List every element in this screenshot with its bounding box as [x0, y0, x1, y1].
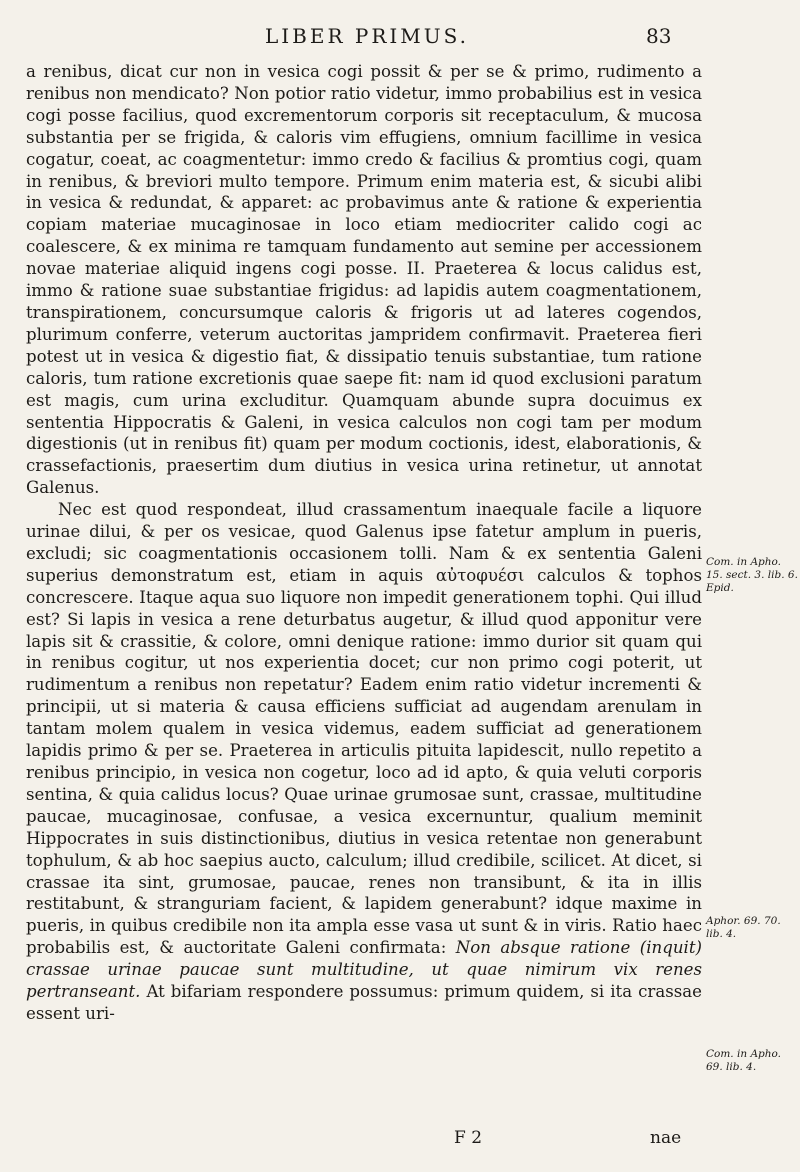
- paragraph-text: Nec est quod respondeat, illud crassamentum inaequale facile a liquore urinae dilui, & per os vesicae, quod Galenus ipse fatetur amplum in pueris, excludi; sic coagmentationis occasionem tolli. Nam & ex sententia Galeni superius demonstratum est, etiam in aquis αὐτοφυέσι calculos & tophos concrescere. Itaque aqua suo liquore non impedit generationem tophi. Qui illud est? Si lapis in vesica a rene deturbatus augetur, & illud quod apponitur vere lapis sit & crassitie, & colore, omni denique ratione: immo durior sit quam qui in renibus cogitur, ut nos experientia docet; cur non primo cogi poterit, ut rudimentum a renibus non repetatur? Eadem enim ratio videtur incrementi & principii, ut si materia & causa efficiens sufficiat ad augendam arenulam in tantam molem qualem in vesica videmus, eadem sufficiat ad generationem lapidis primo & per se. Praeterea in articulis pituita lapidescit, nullo repetito a renibus principio, in vesica non cogetur, loco ad id apto, & quia veluti corporis sentina, & quia calidus locus? Quae urinae grumosae sunt, crassae, multitudine paucae, mucaginosae, confusae, a vesica excernuntur, qualium meminit Hippocrates in suis distinctionibus, diutius in vesica retentae non generabunt tophulum, & ab hoc saepius aucto, calculum; illud credibile, scilicet. At dicet, si crassae ita sint, grumosae, paucae, renes non transibunt, & ita in illis restitabunt, & stranguriam facient, & lapidem generabunt? idque maxime in pueris, in quibus credibile non ita ampla esse vasa ut sunt & in viris. Ratio haec probabilis est, & auctoritate Galeni confirmata:: [26, 500, 702, 958]
- margin-note: Aphor. 69. 70. lib. 4.: [706, 915, 781, 940]
- paragraph-text: At bifariam respondere possumus: primum quidem, si ita crassae essent uri-: [26, 982, 702, 1023]
- page-footer: [0, 1128, 700, 1152]
- page-number: 83: [646, 24, 672, 48]
- paragraph: [26, 499, 702, 1025]
- page-header: [0, 24, 700, 54]
- body-text: [26, 61, 702, 1025]
- running-title: LIBER PRIMUS.: [265, 24, 469, 48]
- catchword: nae: [650, 1128, 682, 1148]
- margin-note: Com. in Apho. 69. lib. 4.: [706, 1048, 781, 1073]
- signature-mark: F 2: [454, 1128, 483, 1148]
- margin-note: Com. in Apho. 15. sect. 3. lib. 6. Epid.: [706, 556, 798, 594]
- paragraph: a renibus, dicat cur non in vesica cogi possit & per se & primo, rudimento a renibus non mendicato? Non potior ratio videtur, immo probabilius est in vesica cogi posse facilius, quod excrementorum corporis sit receptaculum, & mucosa substantia per se frigida, & caloris vim effugiens, omnium facillime in vesica cogatur, coeat, ac coagmentetur: immo credo & facilius & promtius cogi, quam in renibus, & breviori multo tempore. Primum enim materia est, & sicubi alibi in vesica & redundat, & apparet: ac probavimus ante & ratione & experientia copiam materiae mucaginosae in loco etiam mediocriter calido cogi ac coalescere, & ex minima re tamquam fundamento aut semine per accessionem novae materiae aliquid ingens cogi posse. II. Praeterea & locus calidus est, immo & ratione suae substantiae frigidus: ad lapidis autem coagmentationem, transpirationem, concursumque caloris & frigoris ut ad lateres cogendos, plurimum conferre, veterum auctoritas jampridem confirmavit. Praeterea fieri potest ut in vesica & digestio fiat, & dissipatio tenuis substantiae, tum ratione caloris, tum ratione excretionis quae saepe fit: nam id quod exclusioni paratum est magis, cum urina excluditur. Quamquam abunde supra docuimus ex sententia Hippocratis & Galeni, in vesica calculos non cogi tam per modum digestionis (ut in renibus fit) quam per modum coctionis, idest, elaborationis, & crassefactionis, praesertim dum diutius in vesica urina retinetur, ut annotat Galenus.: [26, 62, 702, 498]
- quotation: Non absque ratione (inquit) crassae urinae paucae sunt multitudine, ut quae nimirum vix renes pertranseant.: [26, 938, 702, 1002]
